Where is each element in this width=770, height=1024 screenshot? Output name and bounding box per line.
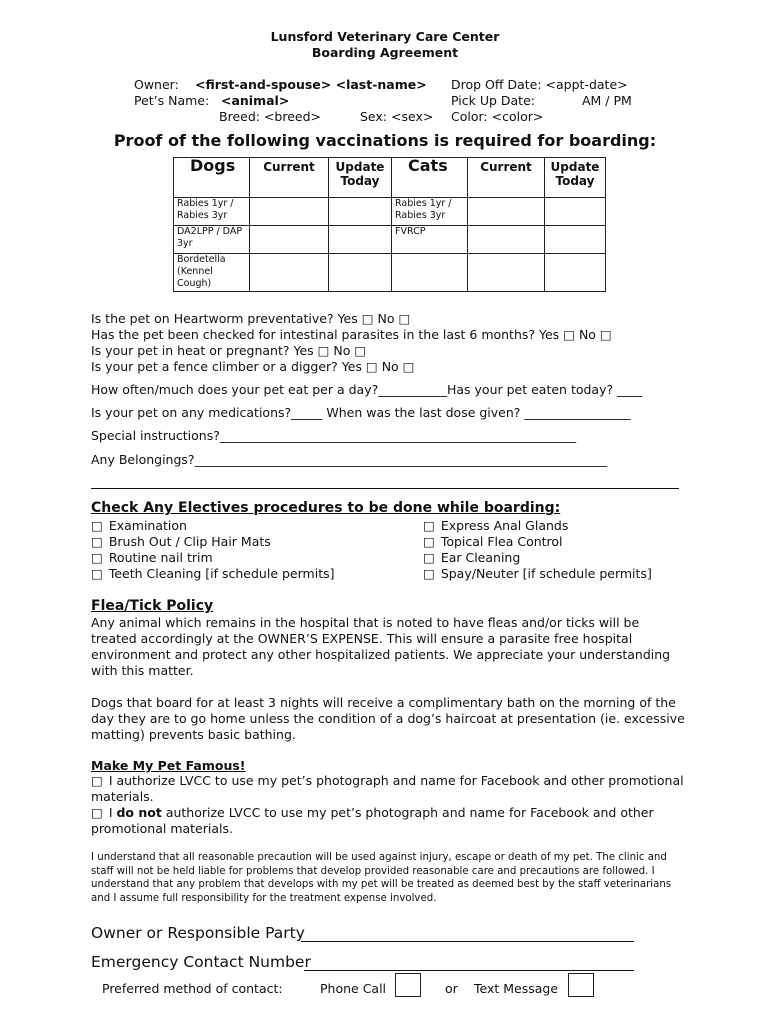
- elective-brush-out[interactable]: □ Brush Out / Clip Hair Mats: [91, 534, 271, 549]
- vaccination-table: [173, 157, 606, 292]
- elective-spay-neuter[interactable]: □ Spay/Neuter [if schedule permits]: [423, 566, 652, 581]
- text-message-label: Text Message: [474, 981, 559, 996]
- belongings-extra-line[interactable]: [91, 488, 679, 489]
- elective-examination[interactable]: □ Examination: [91, 518, 187, 533]
- elective-teeth-cleaning[interactable]: □ Teeth Cleaning [if schedule permits]: [91, 566, 334, 581]
- cats-header: Cats: [392, 158, 468, 198]
- medications-question[interactable]: Is your pet on any medications?_____ When was the last dose given? _________________: [91, 405, 631, 420]
- dog-rabies-update-cell[interactable]: [329, 198, 392, 226]
- pet-name-value: <animal>: [221, 93, 290, 108]
- cat-empty-update-cell[interactable]: [545, 254, 606, 292]
- cat-fvrcp-current-cell[interactable]: [468, 226, 545, 254]
- phone-call-checkbox[interactable]: [395, 973, 421, 997]
- cats-current-header: Current: [468, 158, 545, 198]
- heartworm-question[interactable]: Is the pet on Heartworm preventative? Yes □ No □: [91, 311, 411, 326]
- cats-update-header: Update Today: [545, 158, 606, 198]
- bath-policy: Dogs that board for at least 3 nights will receive a complimentary bath on the morning of the day they are to go home unless the condition of a dog’s haircoat at presentation (ie. excessive matting) prevents basic bathing.: [91, 695, 685, 742]
- cat-empty-current-cell[interactable]: [468, 254, 545, 292]
- phone-call-label: Phone Call: [320, 981, 387, 996]
- am-pm-field: AM / PM: [582, 93, 632, 108]
- or-label: or: [445, 981, 458, 996]
- cat-empty-cell: [392, 254, 468, 292]
- parasites-question[interactable]: Has the pet been checked for intestinal parasites in the last 6 months? Yes □ No □: [91, 327, 612, 342]
- color-field: Color: <color>: [451, 109, 544, 124]
- cat-rabies-current-cell[interactable]: [468, 198, 545, 226]
- sex-field: Sex: <sex>: [360, 109, 434, 124]
- owner-label: Owner:: [134, 77, 179, 92]
- dogs-header: Dogs: [174, 158, 250, 198]
- document-title: Boarding Agreement: [311, 45, 459, 60]
- owner-value: <first-and-spouse> <last-name>: [195, 77, 427, 92]
- not-authorize-photo-option[interactable]: □ I do not authorize LVCC to use my pet’s photograph and name for Facebook and other promotional materials.: [91, 805, 686, 837]
- clinic-name: Lunsford Veterinary Care Center: [270, 29, 500, 44]
- dog-da2lpp-current-cell[interactable]: [250, 226, 329, 254]
- table-row: [174, 226, 606, 254]
- elective-ear-cleaning[interactable]: □ Ear Cleaning: [423, 550, 520, 565]
- authorize-photo-option[interactable]: □ I authorize LVCC to use my pet’s photograph and name for Facebook and other promotional materials.: [91, 773, 686, 805]
- cat-rabies-update-cell[interactable]: [545, 198, 606, 226]
- flea-policy-title: Flea/Tick Policy: [91, 598, 214, 614]
- eat-question[interactable]: How often/much does your pet eat per a day?___________Has your pet eaten today? ____: [91, 382, 643, 397]
- cat-fvrcp-update-cell[interactable]: [545, 226, 606, 254]
- emergency-contact-line[interactable]: [304, 970, 634, 971]
- dogs-current-header: Current: [250, 158, 329, 198]
- cat-vaccine-fvrcp: FVRCP: [392, 226, 468, 254]
- flea-policy-body: Any animal which remains in the hospital that is noted to have fleas and/or ticks will be treated accordingly at the OWNER’S EXPENSE. This will ensure a parasite free hospital environment and protect any other hospitalized patients. We appreciate your understanding with this matter.: [91, 615, 671, 678]
- elective-anal-glands[interactable]: □ Express Anal Glands: [423, 518, 568, 533]
- heat-question[interactable]: Is your pet in heat or pregnant? Yes □ No □: [91, 343, 367, 358]
- emergency-contact-label: Emergency Contact Number: [91, 953, 311, 971]
- owner-signature-label: Owner or Responsible Party: [91, 924, 305, 942]
- elective-nail-trim[interactable]: □ Routine nail trim: [91, 550, 213, 565]
- dog-vaccine-da2lpp: DA2LPP / DAP 3yr: [174, 226, 250, 254]
- dog-vaccine-rabies: Rabies 1yr / Rabies 3yr: [174, 198, 250, 226]
- electives-title: Check Any Electives procedures to be done while boarding:: [91, 500, 561, 516]
- dog-bordetella-update-cell[interactable]: [329, 254, 392, 292]
- dogs-update-header: Update Today: [329, 158, 392, 198]
- climber-question[interactable]: Is your pet a fence climber or a digger? Yes □ No □: [91, 359, 415, 374]
- pick-up-date-label: Pick Up Date:: [451, 93, 535, 108]
- famous-title: Make My Pet Famous!: [91, 758, 246, 773]
- table-row: [174, 254, 606, 292]
- dog-rabies-current-cell[interactable]: [250, 198, 329, 226]
- dog-bordetella-current-cell[interactable]: [250, 254, 329, 292]
- vaccination-title: Proof of the following vaccinations is required for boarding:: [113, 131, 657, 150]
- elective-flea-control[interactable]: □ Topical Flea Control: [423, 534, 563, 549]
- breed-field: Breed: <breed>: [219, 109, 322, 124]
- pet-name-label: Pet’s Name:: [134, 93, 210, 108]
- dog-da2lpp-update-cell[interactable]: [329, 226, 392, 254]
- owner-signature-line[interactable]: [301, 941, 634, 942]
- preferred-contact-label: Preferred method of contact:: [102, 981, 283, 996]
- cat-vaccine-rabies: Rabies 1yr / Rabies 3yr: [392, 198, 468, 226]
- text-message-checkbox[interactable]: [568, 973, 594, 997]
- dog-vaccine-bordetella: Bordetella (Kennel Cough): [174, 254, 250, 292]
- drop-off-date: Drop Off Date: <appt-date>: [451, 77, 628, 92]
- table-row: [174, 198, 606, 226]
- liability-statement: I understand that all reasonable precaution will be used against injury, escape or death of my pet. The clinic and staff will not be held liable for problems that develop provided reasonable care and precautions are followed. I understand that any problem that develops with my pet will be treated as deemed best by the staff veterinarians and I assume full responsibility for the treatment expense involved.: [91, 852, 672, 904]
- belongings-question[interactable]: Any Belongings?__________________________________________________________________: [91, 452, 608, 467]
- special-instructions[interactable]: Special instructions?_________________________________________________________: [91, 428, 577, 443]
